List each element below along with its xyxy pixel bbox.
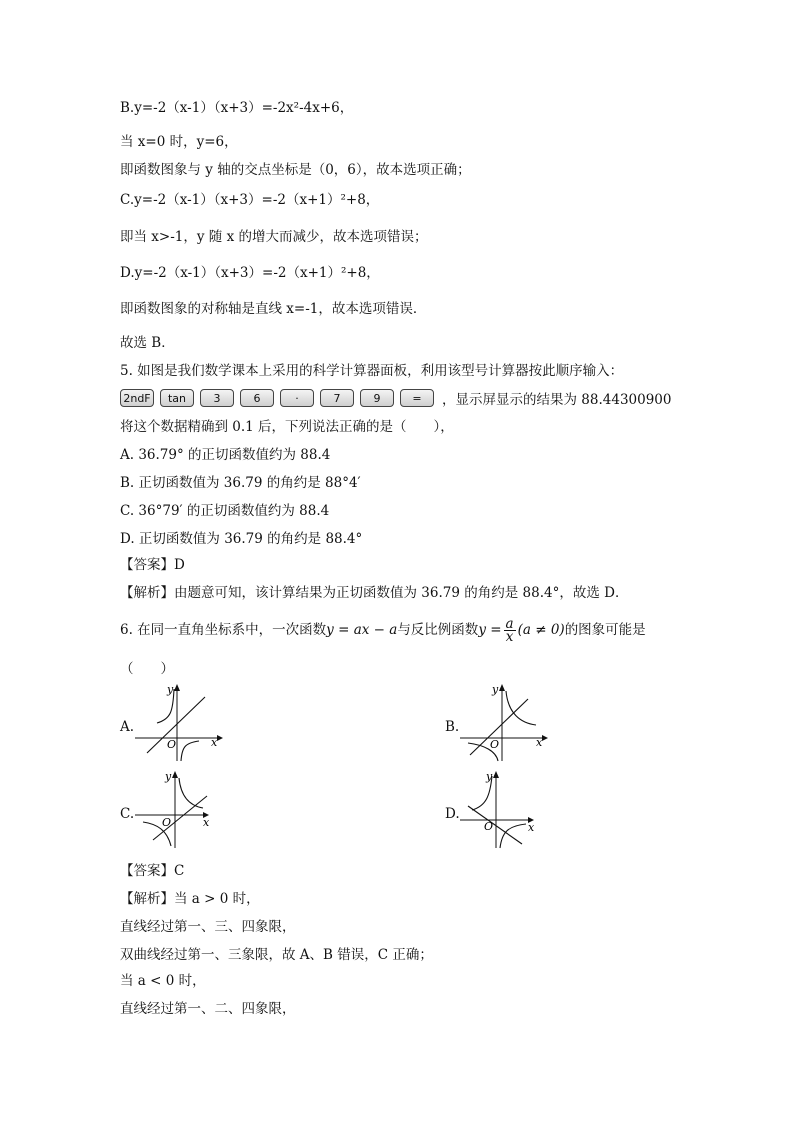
graph-option-a [135, 683, 225, 763]
graph-option-c-label: C. [120, 806, 135, 822]
reciprocal-y: y = [478, 622, 502, 638]
y-axis-label: y [167, 683, 174, 696]
question-5: 5. 如图是我们数学课本上采用的科学计算器面板，利用该型号计算器按此顺序输入： [120, 363, 624, 379]
question-6 [120, 616, 646, 644]
x-axis-label: x [528, 821, 535, 834]
graph-option-d-label: D. [445, 806, 460, 822]
key-dot: · [280, 389, 314, 407]
graph-option-b-label: B. [445, 719, 460, 735]
x-axis-label: x [211, 736, 218, 749]
key-2ndf: 2ndF [120, 389, 154, 407]
calculator-key-sequence [120, 388, 671, 408]
text-line: 故选 B． [120, 335, 175, 351]
text-line: 即函数图象的对称轴是直线 x=-1，故本选项错误． [120, 301, 427, 317]
y-axis-label: y [486, 770, 493, 783]
explanation-6-line: 直线经过第一、二、四象限， [120, 1001, 296, 1017]
question-6-mid: 与反比例函数 [397, 622, 479, 638]
condition: (a ≠ 0) [517, 622, 565, 638]
key-9: 9 [360, 389, 394, 407]
option-a: A. 36.79° 的正切函数值约为 88.4 [120, 447, 331, 463]
text-line-d: D.y=-2（x-1）（x+3）=-2（x+1）²+8， [120, 265, 380, 281]
option-c: C. 36°79′ 的正切函数值约为 88.4 [120, 503, 330, 519]
y-axis-label: y [492, 683, 499, 696]
question-6-parens: （ ） [120, 661, 174, 677]
key-tan: tan [160, 389, 194, 407]
explanation-6-line: 直线经过第一、三、四象限， [120, 919, 296, 935]
fraction-numerator: a [505, 616, 514, 632]
explanation-6-line: 双曲线经过第一、三象限，故 A、B 错误，C 正确； [120, 947, 433, 963]
graph-option-c [135, 770, 225, 850]
option-d: D. 正切函数值为 36.79 的角约是 88.4° [120, 531, 363, 547]
text-line-b: B.y=-2（x-1）（x+3）=-2x²-4x+6， [120, 100, 354, 116]
key-7: 7 [320, 389, 354, 407]
x-axis-label: x [203, 816, 210, 829]
explanation-5: 【解析】由题意可知，该计算结果为正切函数值为 36.79 的角约是 88.4°，故选 D． [120, 585, 629, 601]
origin-label: O [484, 820, 494, 833]
explanation-6-line: 当 a < 0 时， [120, 973, 206, 989]
origin-label: O [162, 816, 172, 829]
y-axis-label: y [165, 770, 172, 783]
key-3: 3 [200, 389, 234, 407]
question-5-line2: 将这个数据精确到 0.1 后，下列说法正确的是（ ）， [120, 419, 454, 435]
graph-option-a-label: A. [120, 719, 135, 735]
key-equals: = [400, 389, 434, 407]
fraction-denominator: x [505, 629, 514, 645]
question-6-suffix: 的图象可能是 [564, 622, 646, 638]
text-line: 当 x=0 时，y=6， [120, 134, 238, 150]
origin-label: O [167, 738, 177, 751]
option-b: B. 正切函数值为 36.79 的角约是 88°4′ [120, 475, 361, 491]
answer-6: 【答案】C [120, 863, 185, 879]
text-line-c: C.y=-2（x-1）（x+3）=-2（x+1）²+8， [120, 192, 380, 208]
graph-option-b [460, 683, 550, 763]
origin-label: O [490, 738, 500, 751]
text-line: 即当 x>-1，y 随 x 的增大而减少，故本选项错误； [120, 229, 428, 245]
key-6: 6 [240, 389, 274, 407]
text-line: 即函数图象与 y 轴的交点坐标是（0，6），故本选项正确； [120, 162, 471, 178]
graph-option-d [460, 770, 550, 850]
x-axis-label: x [536, 736, 543, 749]
explanation-6: 【解析】当 a > 0 时， [120, 891, 260, 907]
question-6-prefix: 6. 在同一直角坐标系中，一次函数 [120, 622, 327, 638]
display-result-text: ，显示屏显示的结果为 88.44300900 [442, 392, 672, 408]
reciprocal-fraction [504, 618, 516, 643]
answer-5: 【答案】D [120, 557, 185, 573]
linear-function: y = ax − a [326, 622, 398, 638]
